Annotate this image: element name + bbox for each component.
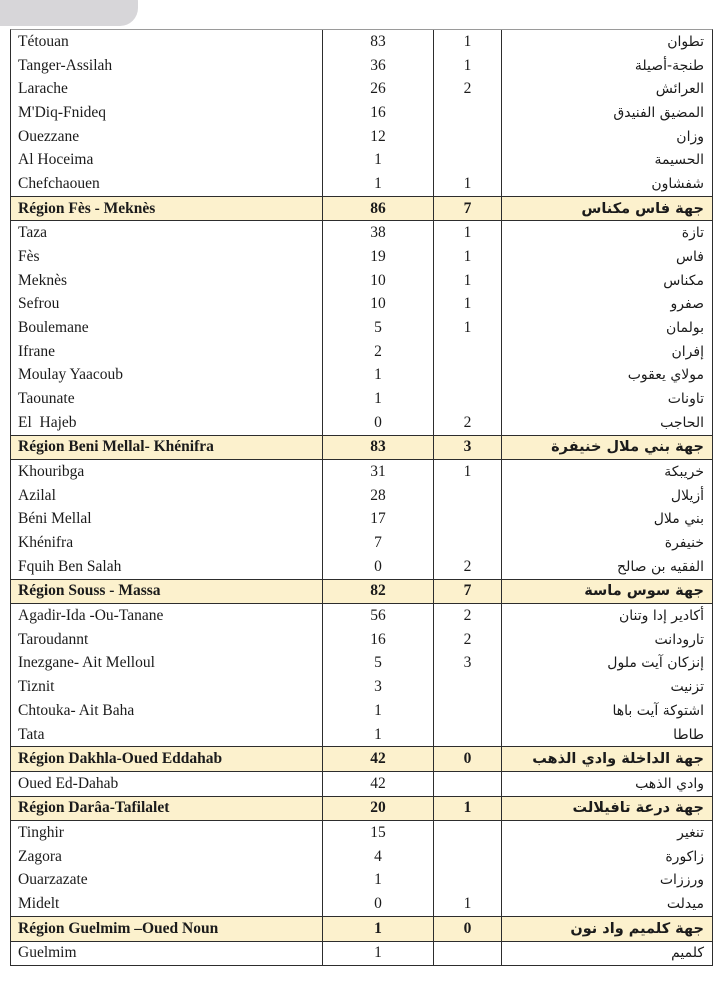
table-row <box>11 269 712 293</box>
count-secondary: 0 <box>434 917 502 941</box>
name-fr: Ouarzazate <box>11 869 323 893</box>
name-ar: مكناس <box>663 272 704 289</box>
name-ar: جهة بني ملال خنيفرة <box>551 439 704 456</box>
count-primary: 19 <box>323 245 434 269</box>
table-row <box>11 845 712 869</box>
count-primary: 16 <box>323 101 434 125</box>
count-primary: 36 <box>323 54 434 78</box>
count-primary: 1 <box>323 148 434 172</box>
table-row <box>11 508 712 532</box>
name-ar: تطوان <box>667 33 704 50</box>
count-primary: 4 <box>323 845 434 869</box>
name-fr: Meknès <box>11 269 323 293</box>
name-ar: أزيلال <box>670 487 704 504</box>
name-fr: Région Darâa-Tafilalet <box>11 797 323 821</box>
count-primary: 10 <box>323 292 434 316</box>
name-fr: Moulay Yaacoub <box>11 364 323 388</box>
count-secondary: 1 <box>434 30 502 54</box>
table-row <box>11 245 712 269</box>
name-fr: Khénifra <box>11 531 323 555</box>
name-ar: طاطا <box>673 726 704 743</box>
name-fr: Fquih Ben Salah <box>11 555 323 579</box>
count-primary: 1 <box>323 917 434 941</box>
name-fr: Ouezzane <box>11 125 323 149</box>
name-fr: Inezgane- Ait Melloul <box>11 652 323 676</box>
name-fr: Chefchaouen <box>11 172 323 196</box>
name-fr: Région Beni Mellal- Khénifra <box>11 436 323 460</box>
count-secondary: 1 <box>434 460 502 484</box>
name-fr: Région Souss - Massa <box>11 580 323 604</box>
name-fr: Tinghir <box>11 821 323 845</box>
name-ar: خريبكة <box>664 464 704 481</box>
table-row <box>11 340 712 364</box>
count-secondary: 1 <box>434 221 502 245</box>
count-secondary: 7 <box>434 197 502 221</box>
count-primary: 28 <box>323 484 434 508</box>
name-ar: العرائش <box>655 81 704 98</box>
name-fr: M'Diq-Fnideq <box>11 101 323 125</box>
table-row <box>11 292 712 316</box>
table-row <box>11 869 712 893</box>
count-primary: 1 <box>323 387 434 411</box>
count-primary: 26 <box>323 77 434 101</box>
count-primary: 2 <box>323 340 434 364</box>
count-secondary: 1 <box>434 797 502 821</box>
count-secondary <box>434 148 502 172</box>
count-secondary <box>434 942 502 966</box>
table-row <box>11 148 712 172</box>
count-primary: 0 <box>323 892 434 916</box>
table-row <box>11 892 712 916</box>
count-primary: 7 <box>323 531 434 555</box>
name-ar: المضيق الفنيدق <box>613 104 704 121</box>
name-ar: تاونات <box>667 391 704 408</box>
count-primary: 1 <box>323 699 434 723</box>
name-ar: بني ملال <box>653 511 704 528</box>
count-primary: 3 <box>323 675 434 699</box>
region-header-row <box>11 746 712 772</box>
table-row <box>11 772 712 796</box>
count-primary: 1 <box>323 364 434 388</box>
region-header-row <box>11 579 712 605</box>
count-secondary: 1 <box>434 245 502 269</box>
name-ar: كلميم <box>671 945 704 962</box>
name-ar: خنيفرة <box>664 535 704 552</box>
table-row <box>11 316 712 340</box>
count-primary: 17 <box>323 508 434 532</box>
name-fr: El Hajeb <box>11 411 323 435</box>
name-ar: وزان <box>676 128 704 145</box>
name-ar: جهة الداخلة وادي الذهب <box>532 751 704 768</box>
name-fr: Région Guelmim –Oued Noun <box>11 917 323 941</box>
table-row <box>11 411 712 435</box>
table-row <box>11 172 712 196</box>
count-primary: 0 <box>323 411 434 435</box>
name-ar: ميدلت <box>666 896 704 913</box>
regions-table <box>10 29 713 966</box>
count-primary: 10 <box>323 269 434 293</box>
count-primary: 83 <box>323 30 434 54</box>
table-row <box>11 652 712 676</box>
name-fr: Chtouka- Ait Baha <box>11 699 323 723</box>
table-row <box>11 821 712 845</box>
table-row <box>11 54 712 78</box>
region-header-row <box>11 916 712 942</box>
name-fr: Taroudannt <box>11 628 323 652</box>
count-primary: 1 <box>323 942 434 966</box>
table-row <box>11 101 712 125</box>
name-ar: تازة <box>681 225 704 242</box>
name-ar: اشتوكة آيت باها <box>612 702 704 719</box>
count-secondary: 2 <box>434 555 502 579</box>
region-header-row <box>11 196 712 222</box>
name-ar: بولمان <box>665 320 704 336</box>
name-ar: زاكورة <box>665 848 704 865</box>
table-row <box>11 30 712 54</box>
name-fr: Agadir-Ida -Ou-Tanane <box>11 604 323 628</box>
name-fr: Béni Mellal <box>11 508 323 532</box>
count-secondary <box>434 484 502 508</box>
name-fr: Azilal <box>11 484 323 508</box>
count-secondary <box>434 821 502 845</box>
name-ar: شفشاون <box>651 175 704 192</box>
name-ar: مولاي يعقوب <box>627 367 704 384</box>
count-primary: 31 <box>323 460 434 484</box>
count-secondary <box>434 508 502 532</box>
table-row <box>11 387 712 411</box>
name-fr: Midelt <box>11 892 323 916</box>
count-primary: 5 <box>323 652 434 676</box>
count-primary: 42 <box>323 772 434 796</box>
name-fr: Taza <box>11 221 323 245</box>
count-secondary <box>434 699 502 723</box>
table-row <box>11 555 712 579</box>
table-row <box>11 221 712 245</box>
name-fr: Taounate <box>11 387 323 411</box>
name-fr: Boulemane <box>11 316 323 340</box>
count-secondary: 1 <box>434 292 502 316</box>
count-secondary <box>434 869 502 893</box>
count-primary: 0 <box>323 555 434 579</box>
name-fr: Tanger-Assilah <box>11 54 323 78</box>
name-ar: أكادير إدا وتنان <box>618 608 704 625</box>
name-ar: فاس <box>675 248 704 265</box>
count-secondary: 7 <box>434 580 502 604</box>
name-ar: تارودانت <box>654 631 704 648</box>
name-ar: إفران <box>671 343 704 360</box>
table-row <box>11 484 712 508</box>
name-fr: Al Hoceima <box>11 148 323 172</box>
count-secondary: 2 <box>434 604 502 628</box>
table-row <box>11 675 712 699</box>
count-secondary: 2 <box>434 77 502 101</box>
name-ar: تزنيت <box>670 679 704 696</box>
name-fr: Zagora <box>11 845 323 869</box>
region-header-row <box>11 796 712 822</box>
count-secondary: 2 <box>434 411 502 435</box>
count-secondary <box>434 845 502 869</box>
name-fr: Sefrou <box>11 292 323 316</box>
name-ar: جهة درعة تافيلالت <box>572 800 704 817</box>
name-fr: Tétouan <box>11 30 323 54</box>
name-ar: الحسيمة <box>654 152 704 169</box>
name-fr: Oued Ed-Dahab <box>11 772 323 796</box>
table-row <box>11 531 712 555</box>
count-secondary: 1 <box>434 172 502 196</box>
table-row <box>11 699 712 723</box>
name-fr: Ifrane <box>11 340 323 364</box>
count-secondary: 0 <box>434 747 502 771</box>
count-secondary: 1 <box>434 892 502 916</box>
table-row <box>11 460 712 484</box>
name-fr: Guelmim <box>11 942 323 966</box>
count-primary: 20 <box>323 797 434 821</box>
count-secondary <box>434 340 502 364</box>
count-secondary: 1 <box>434 54 502 78</box>
name-fr: Région Fès - Meknès <box>11 197 323 221</box>
count-primary: 15 <box>323 821 434 845</box>
count-secondary <box>434 125 502 149</box>
count-primary: 83 <box>323 436 434 460</box>
region-header-row <box>11 435 712 461</box>
table-row <box>11 77 712 101</box>
count-secondary <box>434 101 502 125</box>
name-ar: طنجة-أصيلة <box>634 57 704 74</box>
name-fr: Fès <box>11 245 323 269</box>
count-secondary <box>434 387 502 411</box>
count-primary: 12 <box>323 125 434 149</box>
table-row <box>11 125 712 149</box>
name-ar: صفرو <box>670 296 704 313</box>
count-secondary: 1 <box>434 269 502 293</box>
name-ar: الفقيه بن صالح <box>617 558 704 575</box>
count-secondary: 3 <box>434 652 502 676</box>
count-primary: 5 <box>323 316 434 340</box>
count-secondary <box>434 723 502 747</box>
count-primary: 86 <box>323 197 434 221</box>
count-primary: 1 <box>323 172 434 196</box>
count-secondary <box>434 364 502 388</box>
name-ar: الحاجب <box>660 414 704 431</box>
table-row <box>11 942 712 966</box>
name-ar: جهة كلميم واد نون <box>570 920 704 937</box>
count-primary: 82 <box>323 580 434 604</box>
name-fr: Tiznit <box>11 675 323 699</box>
count-secondary: 1 <box>434 316 502 340</box>
name-fr: Région Dakhla-Oued Eddahab <box>11 747 323 771</box>
count-primary: 16 <box>323 628 434 652</box>
count-secondary <box>434 675 502 699</box>
count-secondary <box>434 772 502 796</box>
count-secondary: 3 <box>434 436 502 460</box>
count-primary: 1 <box>323 869 434 893</box>
name-ar: ورززات <box>659 872 704 889</box>
table-row <box>11 364 712 388</box>
table-row <box>11 628 712 652</box>
name-fr: Khouribga <box>11 460 323 484</box>
count-primary: 1 <box>323 723 434 747</box>
name-ar: جهة سوس ماسة <box>584 583 704 600</box>
name-ar: تنغير <box>677 825 704 842</box>
count-primary: 42 <box>323 747 434 771</box>
count-primary: 56 <box>323 604 434 628</box>
count-primary: 38 <box>323 221 434 245</box>
count-secondary <box>434 531 502 555</box>
name-ar: إنزكان آيت ملول <box>607 655 704 672</box>
name-ar: جهة فاس مكناس <box>581 200 704 217</box>
table-row <box>11 604 712 628</box>
name-fr: Larache <box>11 77 323 101</box>
table-row <box>11 723 712 747</box>
name-ar: وادي الذهب <box>635 775 704 792</box>
top-tab <box>0 0 138 26</box>
count-secondary: 2 <box>434 628 502 652</box>
name-fr: Tata <box>11 723 323 747</box>
